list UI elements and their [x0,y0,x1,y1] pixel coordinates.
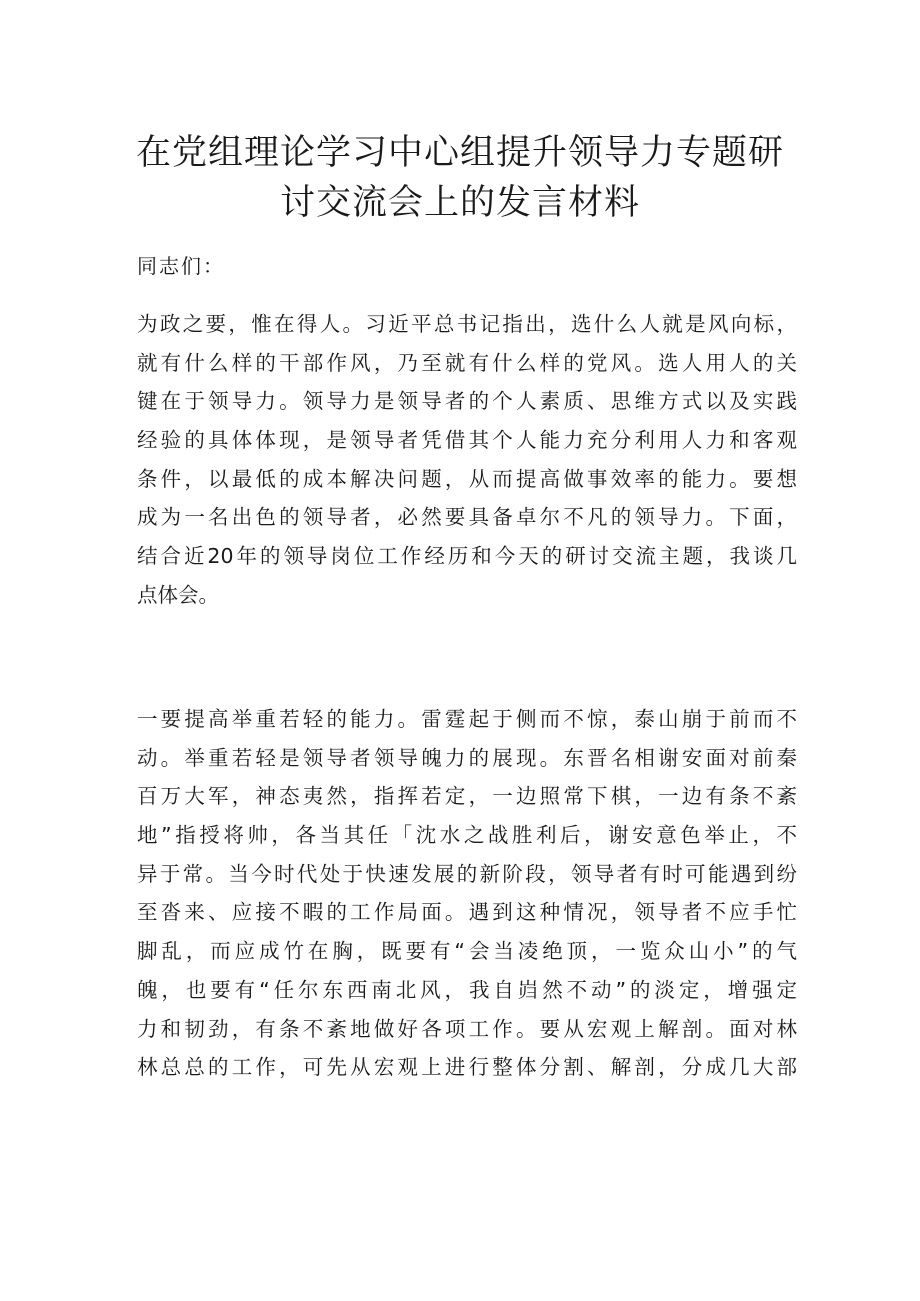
text-line: 脚乱，而应成竹在胸，既要有“会当凌绝顶，一览众山小”的气 [137,939,797,964]
title-line: 讨交流会上的发言材料 [279,183,640,223]
text-line: 成为一名出色的领导者，必然要具备卓尔不凡的领导力。下面， [137,505,797,530]
text-line: 一要提高举重若轻的能力。雷霆起于侧而不惊，泰山崩于前而不 [137,707,797,731]
text-line: 条件，以最低的成本解决问题，从而提高做事效率的能力。要想 [137,466,797,491]
title-line: 在党组理论学习中心组提升领导力专题研 [135,133,784,173]
text-line: 键在于领导力。领导力是领导者的个人素质、思维方式以及实践 [137,389,797,414]
text-line: 点体会。 [137,582,219,607]
text-line: 为政之要，惟在得人。习近平总书记指出，选什么人就是风向标， [137,312,797,336]
greeting: 同志们： [137,254,225,278]
text-line: 结合近20年的领导岗位工作经历和今天的研讨交流主题，我谈几 [137,544,797,569]
text-line: 动。举重若轻是领导者领导魄力的展现。东晋名相谢安面对前秦 [137,745,797,770]
text-line: 至沓来、应接不暇的工作局面。遇到这种情况，领导者不应手忙 [137,900,797,925]
text-line: 地”指授将帅，各当其任「沈水之战胜利后，谢安意色举止，不 [137,823,797,848]
text-line: 经验的具体体现，是领导者凭借其个人能力充分利用人力和客观 [137,428,797,453]
paragraph-point-one [137,700,797,1087]
text-line: 魄，也要有“任尔东西南北风，我自岿然不动”的淡定，增强定 [137,977,797,1002]
text-line: 百万大军，神态夷然，指挥若定，一边照常下棋，一边有条不紊 [137,784,797,809]
document-title [100,128,820,228]
text-line: 就有什么样的干部作风，乃至就有什么样的党风。选人用人的关 [137,350,797,375]
text-line: 林总总的工作，可先从宏观上进行整体分割、解剖，分成几大部 [137,1055,797,1080]
text-line: 异于常。当今时代处于快速发展的新阶段，领导者有时可能遇到纷 [137,861,797,886]
text-line: 力和韧劲，有条不紊地做好各项工作。要从宏观上解剖。面对林 [137,1016,797,1041]
paragraph-intro [137,305,797,615]
